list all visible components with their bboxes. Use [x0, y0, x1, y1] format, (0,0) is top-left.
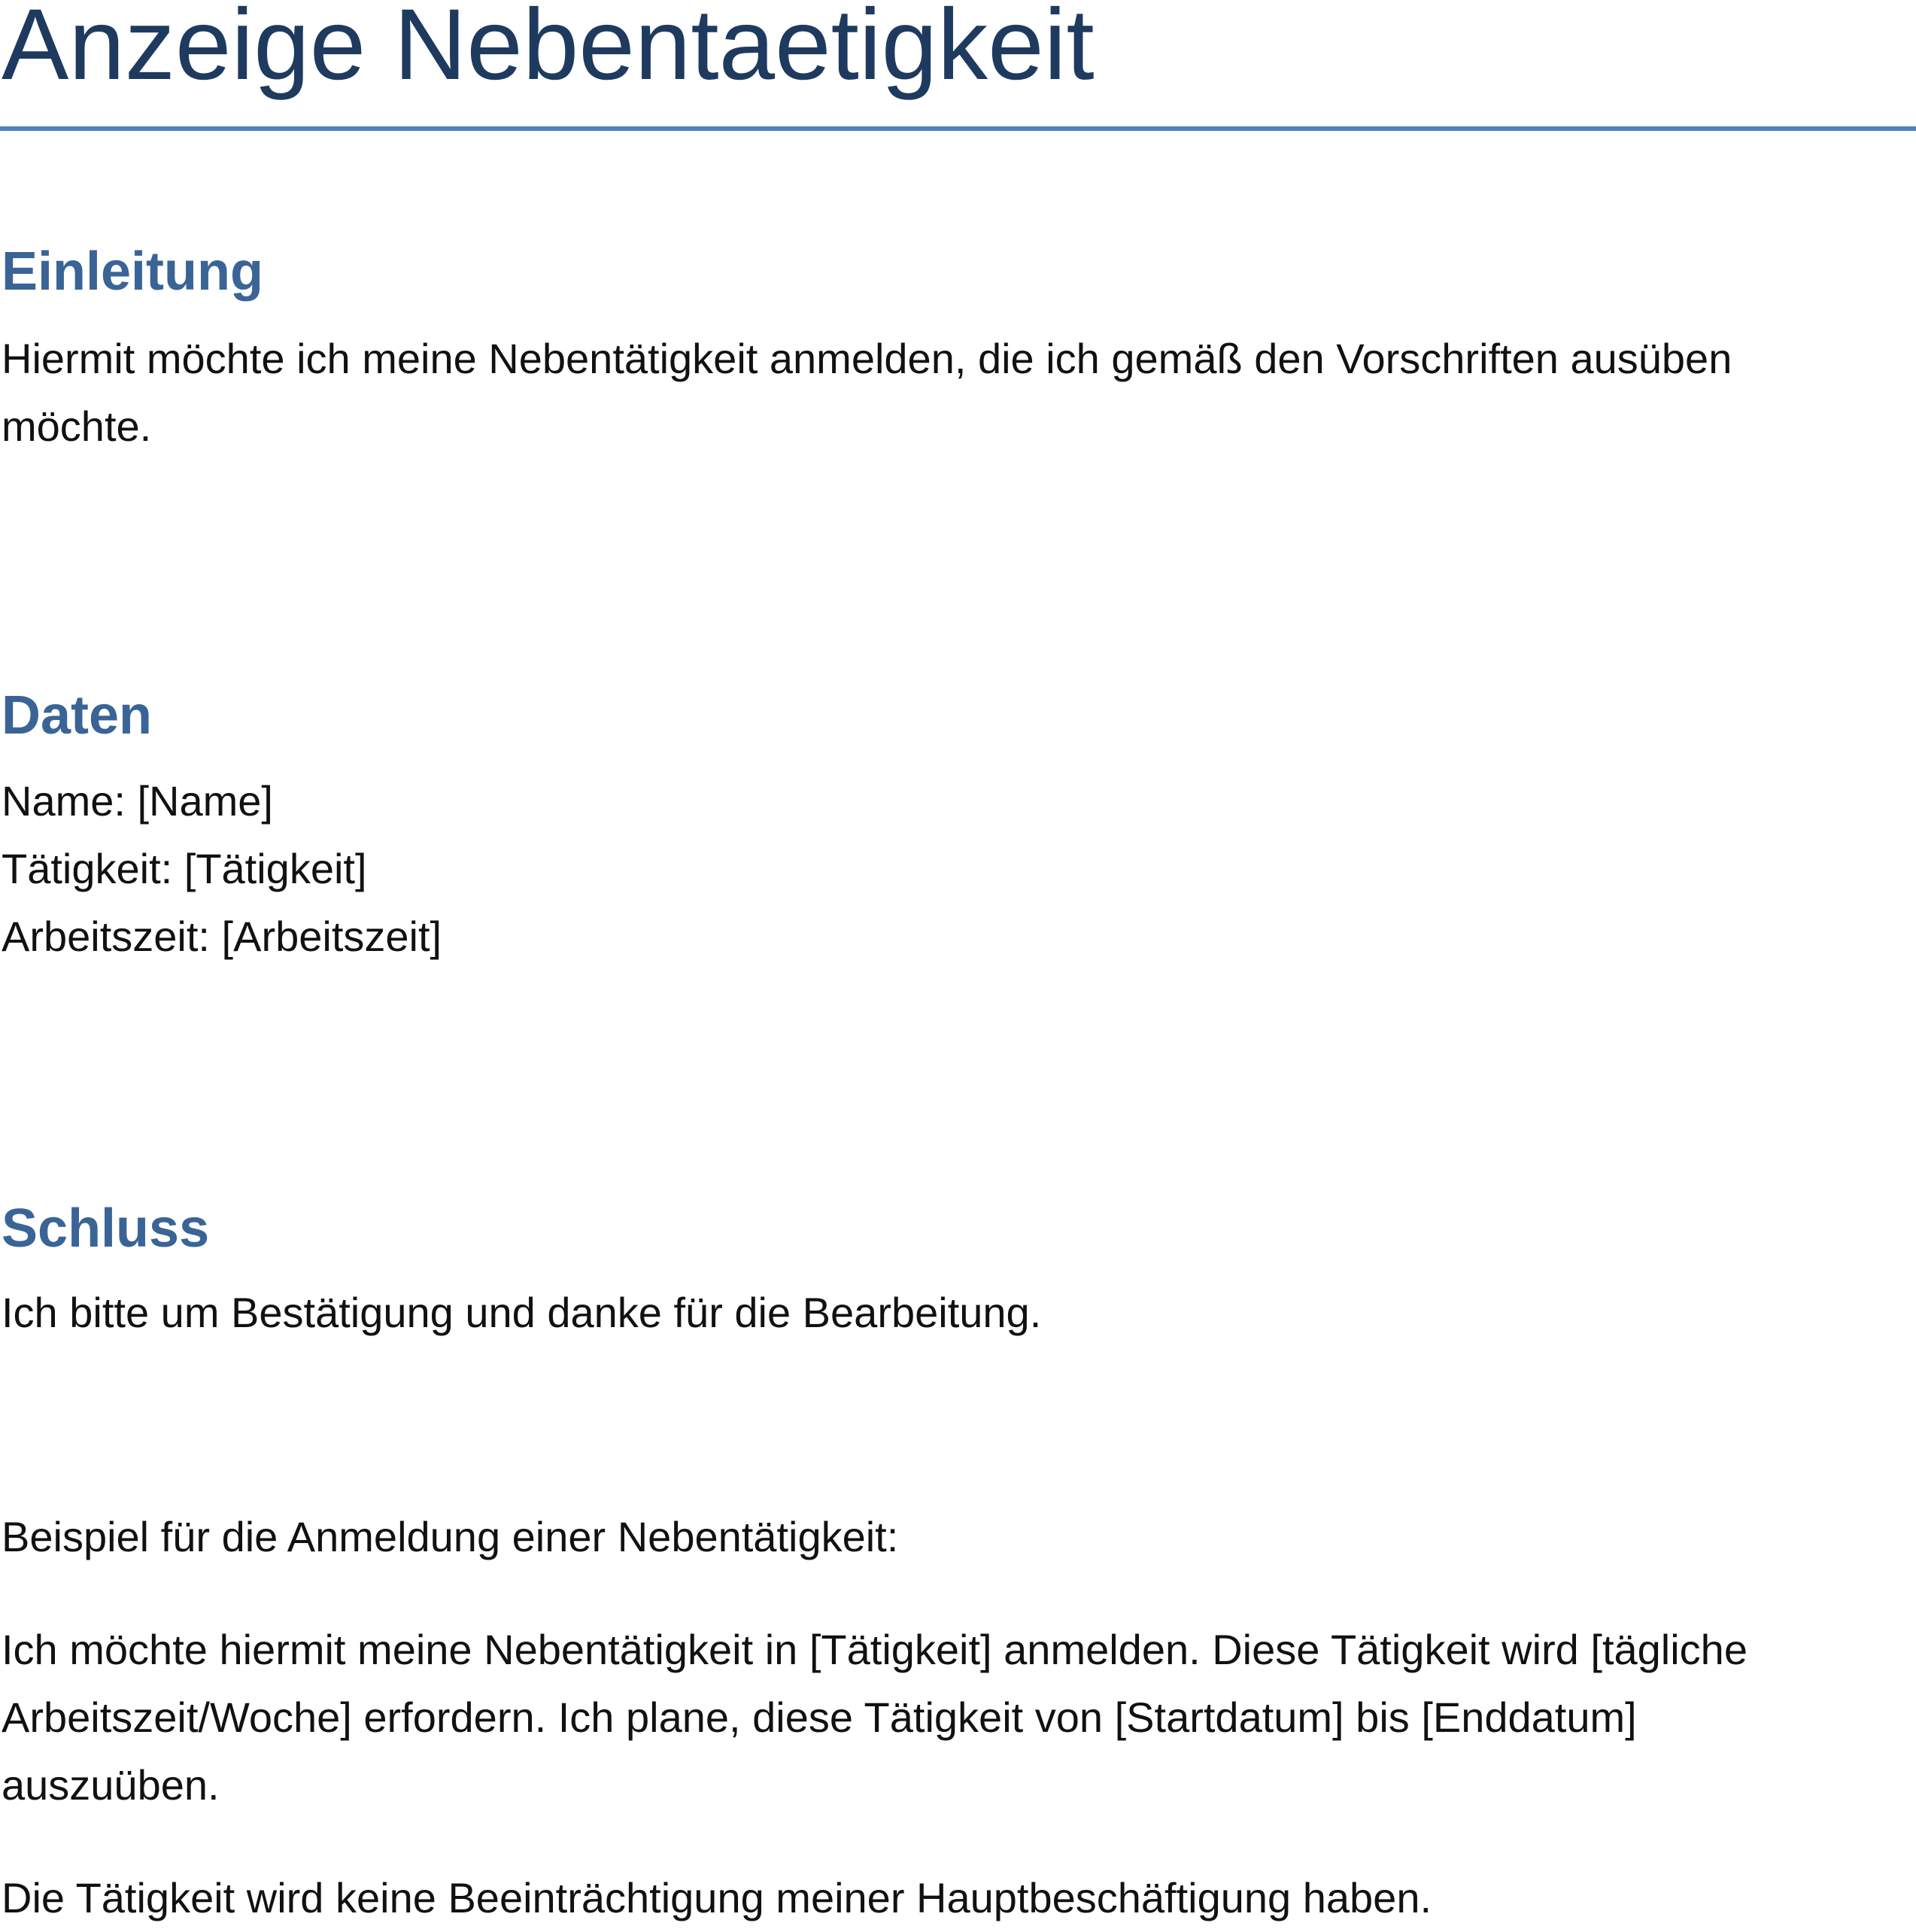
example-paragraph-1-line-1: Ich möchte hiermit meine Nebentätigkeit in [Tätigkeit] anmelden. Diese Tätigkeit wird [tägliche	[2, 1626, 1747, 1673]
data-activity-line: Tätigkeit: [Tätigkeit]	[2, 845, 367, 892]
title-underline	[0, 126, 1916, 131]
example-paragraph-1-line-3: auszuüben.	[2, 1761, 220, 1809]
closing-text: Ich bitte um Bestätigung und danke für die Bearbeitung.	[2, 1289, 1042, 1336]
heading-schluss: Schluss	[2, 1198, 210, 1259]
data-worktime-line: Arbeitszeit: [Arbeitszeit]	[2, 913, 442, 960]
intro-text-line-1: Hiermit möchte ich meine Nebentätigkeit anmelden, die ich gemäß den Vorschriften ausüben	[2, 335, 1732, 382]
document-title: Anzeige Nebentaetigkeit	[2, 0, 1095, 101]
example-paragraph-1-line-2: Arbeitszeit/Woche] erfordern. Ich plane, diese Tätigkeit von [Startdatum] bis [Enddatum]	[2, 1694, 1637, 1741]
heading-daten: Daten	[2, 685, 153, 746]
example-intro: Beispiel für die Anmeldung einer Nebentätigkeit:	[2, 1513, 899, 1560]
example-paragraph-2: Die Tätigkeit wird keine Beeinträchtigung meiner Hauptbeschäftigung haben.	[2, 1874, 1432, 1921]
data-name-line: Name: [Name]	[2, 777, 273, 825]
intro-text-line-2: möchte.	[2, 402, 152, 450]
heading-einleitung: Einleitung	[2, 242, 263, 302]
